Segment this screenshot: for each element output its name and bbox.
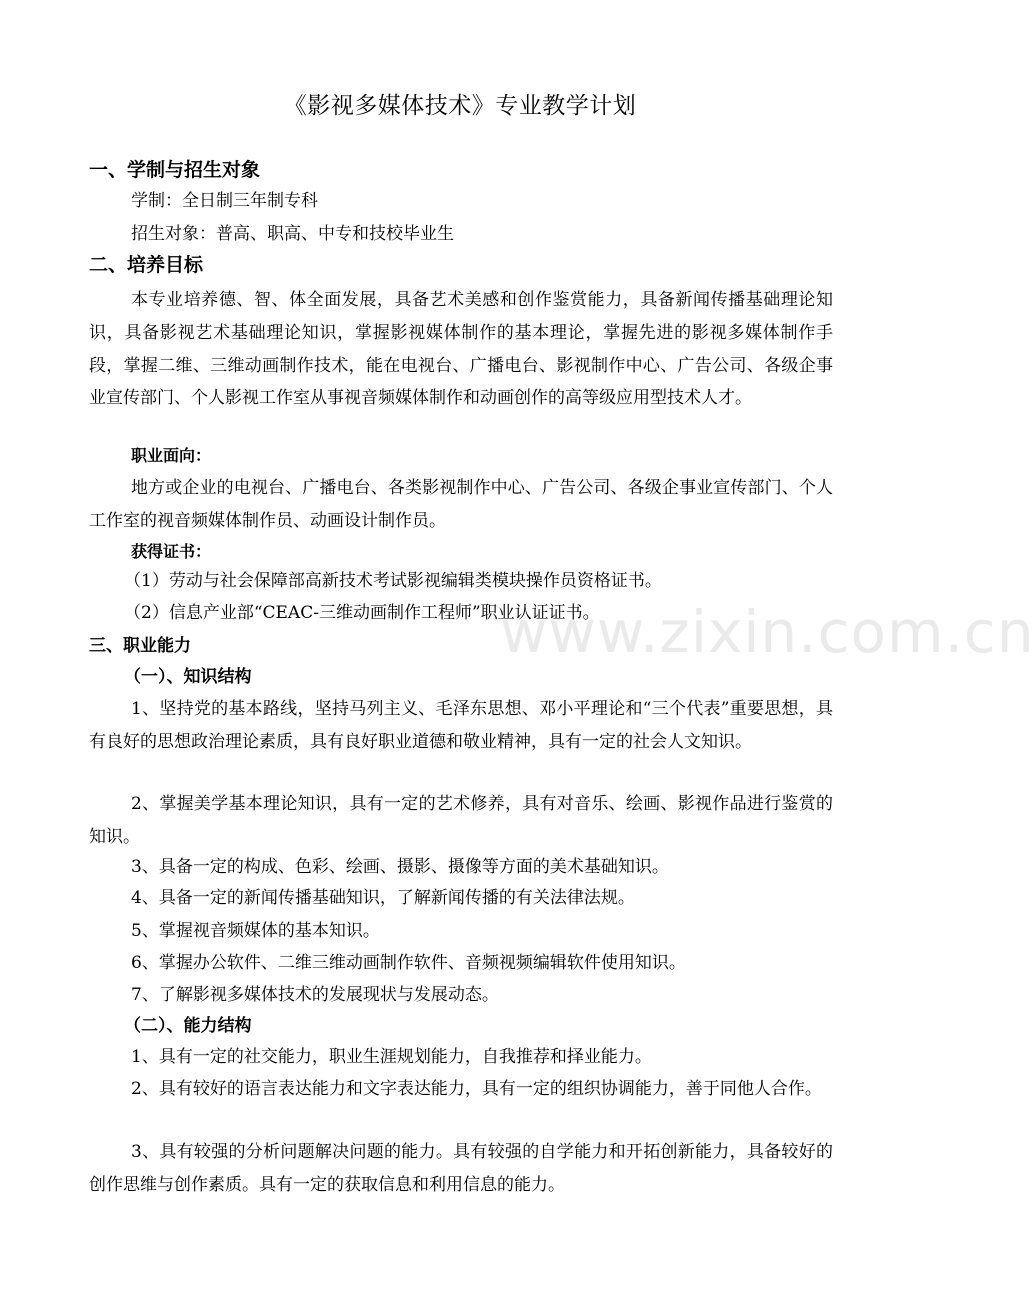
schooling-line: 学制：全日制三年制专科 [131,191,318,211]
knowledge-item-7: 7、了解影视多媒体技术的发展现状与发展动态。 [131,985,499,1005]
certificate-item-2: （2）信息产业部“CEAC-三维动画制作工程师”职业认证证书。 [124,603,600,623]
knowledge-item-2: 2、掌握美学基本理论知识，具有一定的艺术修养，具有对音乐、绘画、影视作品进行鉴赏的知识。 [89,794,833,847]
career-paragraph: 地方或企业的电视台、广播电台、各类影视制作中心、广告公司、各级企事业宣传部门、个人工作室的视音频媒体制作员、动画设计制作员。 [89,478,833,531]
knowledge-item-5: 5、掌握视音频媒体的基本知识。 [131,921,380,941]
section-heading-2: 二、培养目标 [89,254,204,276]
knowledge-heading: （一）、知识结构 [124,667,252,687]
knowledge-item-3: 3、具备一定的构成、色彩、绘画、摄影、摄像等方面的美术基础知识。 [131,857,669,877]
section-heading-3: 三、职业能力 [89,636,191,656]
knowledge-item-6: 6、掌握办公软件、二维三维动画制作软件、音频视频编辑软件使用知识。 [131,953,686,973]
ability-item-2: 2、具有较好的语言表达能力和文字表达能力，具有一定的组织协调能力，善于同他人合作。 [131,1079,822,1099]
training-goal-paragraph: 本专业培养德、智、体全面发展，具备艺术美感和创作鉴赏能力，具备新闻传播基础理论知识，具备影视艺术基础理论知识，掌握影视媒体制作的基本理论，掌握先进的影视多媒体制作手段，掌握二维、三维动画制作技术，能在电视台、广播电台、影视制作中心、广告公司、各级企事业宣传部门、个人影视工作室从事视音频媒体制作和动画创作的高等级应用型技术人才。 [89,290,833,409]
knowledge-item-4: 4、具备一定的新闻传播基础知识，了解新闻传播的有关法律法规。 [131,888,635,908]
watermark: www.zixin.com.cn [500,598,1035,666]
ability-item-1: 1、具有一定的社交能力，职业生涯规划能力，自我推荐和择业能力。 [131,1047,652,1067]
ability-heading: （二）、能力结构 [124,1016,252,1036]
knowledge-item-1: 1、坚持党的基本路线，坚持马列主义、毛泽东思想、邓小平理论和“三个代表”重要思想，具有良好的思想政治理论素质，具有良好职业道德和敬业精神，具有一定的社会人文知识。 [89,699,833,752]
section-heading-1: 一、学制与招生对象 [89,159,261,181]
enrollment-line: 招生对象：普高、职高、中专和技校毕业生 [131,224,454,244]
page-title: 《影视多媒体技术》专业教学计划 [283,93,637,119]
certificate-label: 获得证书： [131,542,212,561]
certificate-item-1: （1）劳动与社会保障部高新技术考试影视编辑类模块操作员资格证书。 [124,571,662,591]
career-label: 职业面向： [131,446,212,465]
ability-item-3: 3、具有较强的分析问题解决问题的能力。具有较强的自学能力和开拓创新能力，具备较好的创作思维与创作素质。具有一定的获取信息和利用信息的能力。 [89,1142,833,1195]
